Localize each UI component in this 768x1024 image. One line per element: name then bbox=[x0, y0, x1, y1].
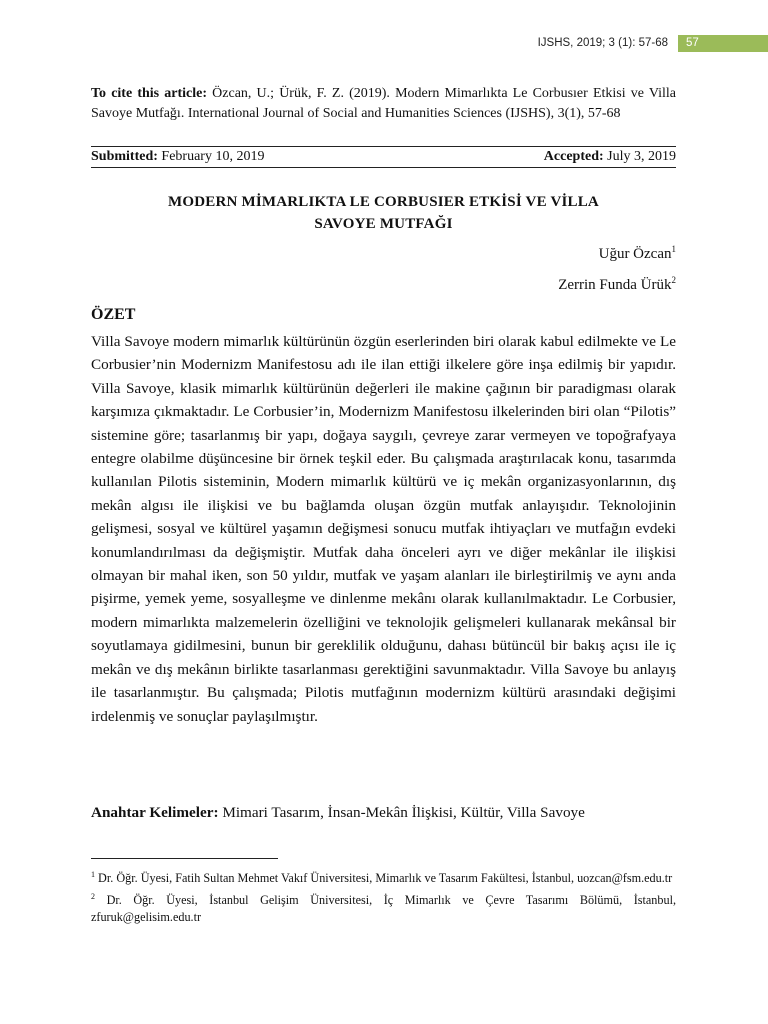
article-title bbox=[91, 191, 676, 235]
title-line-1: MODERN MİMARLIKTA LE CORBUSIER ETKİSİ VE VİLLA bbox=[168, 194, 599, 210]
submitted-date bbox=[91, 148, 264, 166]
author-list bbox=[91, 236, 676, 298]
journal-reference: IJSHS, 2019; 3 (1): 57-68 bbox=[537, 37, 668, 49]
citation-text: Özcan, U.; Ürük, F. Z. (2019). Modern Mimarlıkta Le Corbusıer Etkisi ve Villa Savoye Mutfağı. International Journal of Social and Humanities Sciences (IJSHS), 3(1), 57-68 bbox=[91, 86, 677, 121]
footnote-mark: 1 bbox=[91, 870, 95, 879]
author-1 bbox=[91, 236, 676, 267]
author-affiliation-mark: 1 bbox=[671, 244, 676, 254]
footnote-text: Dr. Öğr. Üyesi, İstanbul Gelişim Üniversitesi, İç Mimarlık ve Çevre Tasarımı Bölümü, İstanbul, zfuruk@gelisim.edu.tr bbox=[91, 892, 677, 925]
footnote-mark: 2 bbox=[91, 891, 95, 901]
citation-block bbox=[91, 84, 676, 124]
footnote-2 bbox=[91, 888, 676, 927]
submitted-label: Submitted: bbox=[91, 149, 158, 164]
author-affiliation-mark: 2 bbox=[671, 275, 676, 285]
citation-label: To cite this article: bbox=[91, 86, 207, 101]
submission-dates bbox=[91, 146, 676, 168]
abstract-text: Villa Savoye modern mimarlık kültürünün özgün eserlerinden biri olarak kabul edilmekte ve Le Corbusier’nin Modernizm Manifestosu adı ile ilan ettiği ilkelere göre inşa edilmiş bir yapıdır. Villa Savoye, klasik mimarlık kültürünün değerleri ile makine çağının bir paradigması olarak karşımıza çıkmaktadır. Le Corbusier’in, Modernizm Manifestosu ilkelerinden biri olan “Pilotis” sistemine göre; tasarlanmış bir yapı, doğaya saygılı, çevreye zarar vermeyen ve topoğrafyaya entegre olabilme düşüncesine bir örnek teşkil eder. Bu çalışmada araştırılacak konu, tasarımda kullanılan Pilotis sisteminin, Modern mimarlık kültürü ve iç mekân organizasyonlarının, dış mekân algısı ile ilişkisi ve bu bağlamda oluşan özgün mutfak anlayışıdır. Teknolojinin gelişmesi, sosyal ve kültürel yaşamın değişmesi sonucu mutfak ihtiyaçları ve mutfağın evdeki konumlandırılması da değişmiştir. Mutfak daha önceleri ayrı ve diğer mekânlar ile ilişkisi olmayan bir mahal iken, son 50 yıldır, mutfak ve yaşam alanları ile birleştirilmiş ve aynı anda pişirme, yemek yeme, sosyalleşme ve dinlenme mekânı olarak kullanılmaktadır. Le Corbusier, modern mimarlıkta malzemelerin özelliğini ve teknolojik gelişmeleri kullanarak mekânsal bir soyutlamaya gidilmesini, bunun bir gereklilik olduğunu, dahası bütüncül bir bakış açısı ile iç mekân ve dış mekânın birlikte tasarlanması gerektiğini savunmaktadır. Villa Savoye bu anlayış ile tasarlanmıştır. Bu çalışmada; Pilotis mutfağının modernizm kültürü arasındaki değişimi irdelenmiş ve sonuçlar paylaşılmıştır. bbox=[91, 333, 676, 725]
accepted-label: Accepted: bbox=[543, 149, 604, 164]
footnote-1 bbox=[91, 866, 676, 888]
footnote-divider bbox=[91, 858, 278, 859]
accepted-value: July 3, 2019 bbox=[607, 149, 676, 164]
accepted-date bbox=[544, 148, 676, 166]
submitted-value: February 10, 2019 bbox=[161, 149, 265, 164]
footnote-text: Dr. Öğr. Üyesi, Fatih Sultan Mehmet Vakıf Üniversitesi, Mimarlık ve Tasarım Fakültesi, İstanbul, uozcan@fsm.edu.tr bbox=[98, 871, 673, 886]
title-line-2: SAVOYE MUTFAĞI bbox=[314, 216, 453, 232]
keywords-block bbox=[91, 800, 676, 825]
footnotes bbox=[91, 866, 676, 927]
abstract-heading: ÖZET bbox=[91, 306, 136, 323]
author-2 bbox=[91, 267, 676, 298]
page-number-badge: 57 bbox=[678, 35, 768, 52]
keywords-label: Anahtar Kelimeler: bbox=[91, 804, 219, 821]
keywords-text: Mimari Tasarım, İnsan-Mekân İlişkisi, Kültür, Villa Savoye bbox=[222, 804, 585, 821]
author-name: Uğur Özcan bbox=[598, 246, 672, 262]
author-name: Zerrin Funda Ürük bbox=[558, 277, 672, 293]
